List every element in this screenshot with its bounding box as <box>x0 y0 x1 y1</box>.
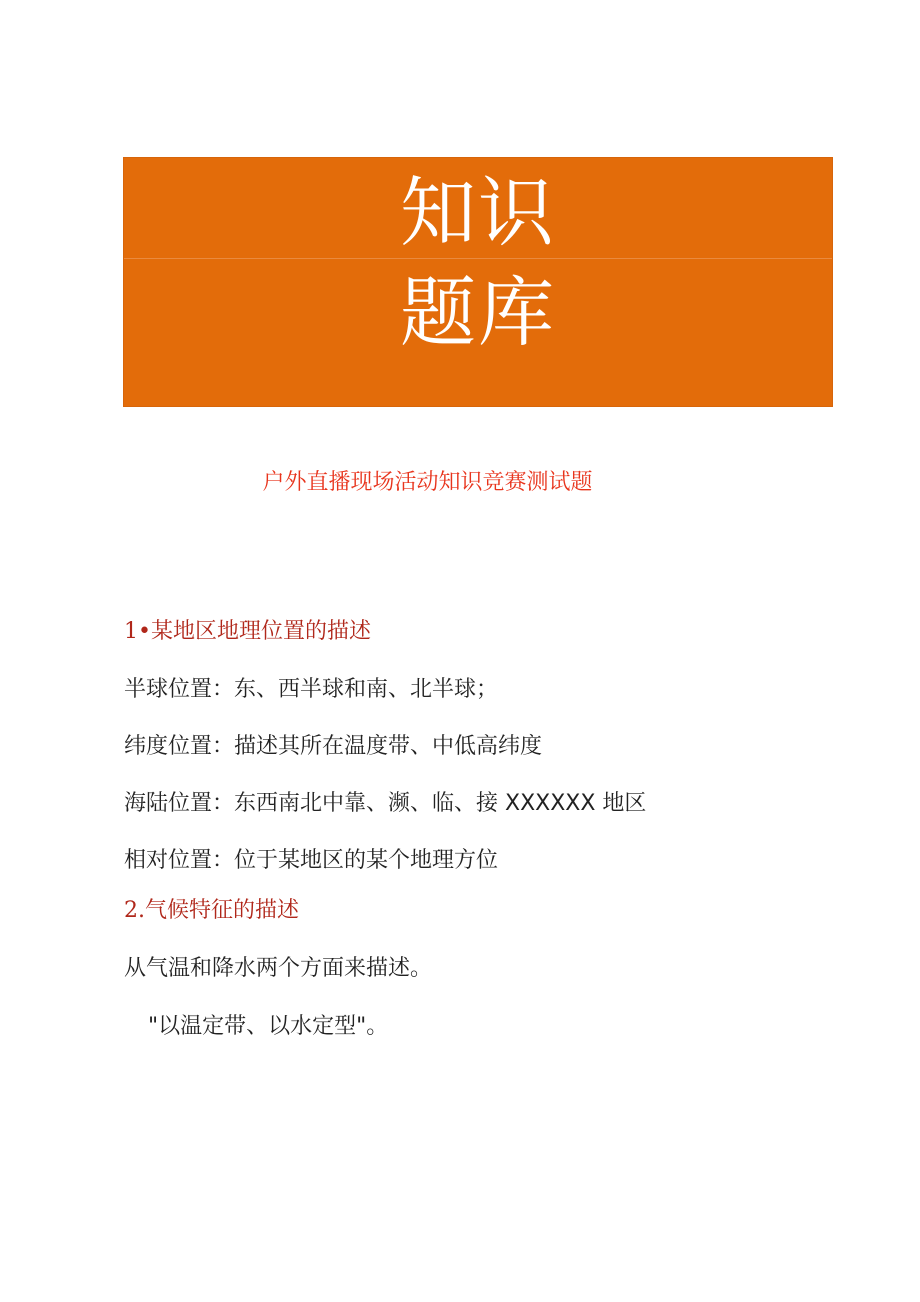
section-1-line-relative: 相对位置：位于某地区的某个地理方位 <box>124 848 499 873</box>
banner-title-line-2: 题库 <box>400 268 556 357</box>
banner-divider <box>124 258 832 259</box>
document-subtitle: 户外直播现场活动知识竞赛测试题 <box>262 470 593 495</box>
title-banner <box>123 157 833 407</box>
section-1-heading: 1•某地区地理位置的描述 <box>124 619 371 644</box>
section-2-line-1: 从气温和降水两个方面来描述。 <box>124 956 433 981</box>
section-2-heading: 2.气候特征的描述 <box>124 898 299 923</box>
section-1-line-latitude: 纬度位置：描述其所在温度带、中低高纬度 <box>124 734 543 759</box>
banner-title-line-1: 知识 <box>400 168 556 257</box>
section-1-line-land-sea: 海陆位置：东西南北中靠、濒、临、接 XXXXXX 地区 <box>124 791 647 816</box>
section-1-line-hemisphere: 半球位置：东、西半球和南、北半球； <box>124 677 499 702</box>
section-2-line-2: "以温定带、以水定型"。 <box>148 1014 389 1039</box>
